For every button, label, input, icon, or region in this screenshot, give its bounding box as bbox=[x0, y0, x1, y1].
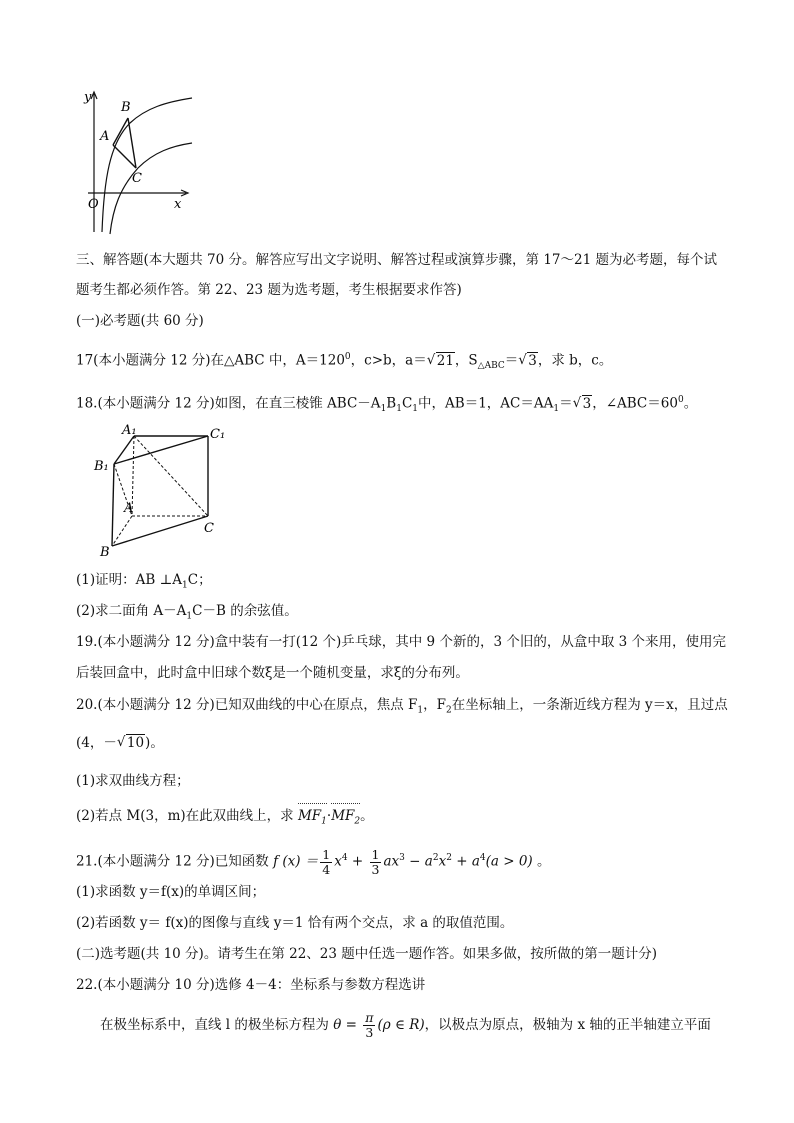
question-19-line2: 后装回盒中，此时盒中旧球个数ξ是一个随机变量，求ξ的分布列。 bbox=[76, 665, 469, 681]
fraction-1-3: $\frac{1}{3}$ bbox=[371, 846, 380, 877]
question-18: 18.(本小题满分 12 分)如图，在直三棱锥 $ABC-A_1B_1C_1$中，AB＝1，$AC=AA_1=√$ 3，$\angle ABC=60^0$。 bbox=[76, 390, 726, 419]
edge-a-b bbox=[112, 516, 132, 546]
figure-prism bbox=[84, 420, 234, 560]
label-b1: B₁ bbox=[94, 459, 109, 474]
label-a: A bbox=[100, 129, 110, 144]
question-21-part2: (2)若函数 y＝ f(x)的图像与直线 y＝1 恰有两个交点，求 a 的取值范围。 bbox=[76, 915, 514, 931]
question-22-body: 在极坐标系中，直线 l 的极坐标方程为 θ = $\frac{\pi}{3}$ (ρ ∈ R)，以极点为原点，极轴为 x 轴的正半轴建立平面 bbox=[100, 1010, 711, 1040]
sqrt-21: √ 21 bbox=[427, 351, 455, 371]
label-c1: C₁ bbox=[210, 427, 226, 442]
diagonal-a1-c bbox=[134, 436, 208, 516]
edge-b-c bbox=[112, 516, 208, 546]
question-21-part1: (1)求函数 y＝f(x)的单调区间； bbox=[76, 884, 266, 900]
question-17: 17(本小题满分 12 分)在△ABC 中，$A=120^0$，c>b，a＝√ 21，$S_{\triangle ABC}=√$ 3，求 b，c。 bbox=[76, 347, 726, 376]
edge-a1-b1 bbox=[114, 436, 134, 464]
question-20-part1: (1)求双曲线方程； bbox=[76, 773, 190, 789]
question-18-part1: (1)证明：AB $\perp A_1C$； bbox=[76, 572, 212, 591]
sqrt-10: √ 10 bbox=[117, 733, 145, 753]
label-x: x bbox=[174, 197, 182, 212]
sqrt-3-b: √ 3 bbox=[573, 394, 593, 414]
label-b-prism: B bbox=[100, 545, 110, 560]
curve-lower bbox=[110, 143, 192, 234]
figure-curves bbox=[80, 88, 200, 236]
question-20-line2: (4，－√ 10)。 bbox=[76, 733, 726, 753]
label-y: y bbox=[84, 90, 92, 105]
label-o: O bbox=[88, 197, 99, 212]
question-18-part2: (2)求二面角 $A-A_1C-B$ 的余弦值。 bbox=[76, 603, 298, 622]
question-20-line1: 20.(本小题满分 12 分)已知双曲线的中心在原点，焦点 $F_1$，$F_2$在坐标轴上，一条渐近线方程为 y＝x，且过点 bbox=[76, 697, 728, 716]
vector-mf2: $MF_2$ bbox=[331, 806, 360, 832]
edge-b1-c1 bbox=[114, 436, 208, 464]
question-20-part2: (2)若点 M(3，m)在此双曲线上，求 $MF_1\cdot MF_2$。 bbox=[76, 806, 726, 832]
vector-mf1: $MF_1$ bbox=[298, 806, 327, 832]
segment-ab bbox=[113, 118, 128, 145]
question-21: 21.(本小题满分 12 分)已知函数 f (x) ＝ $\frac{1}{4}$ $x^4$ + $\frac{1}{3}$ $ax^3 - a^2x^2 + a^4(a > 0)$ 。 bbox=[76, 846, 551, 877]
fraction-pi-3: $\frac{\pi}{3}$ bbox=[365, 1010, 374, 1040]
question-22-title: 22.(本小题满分 10 分)选修 4－4：坐标系与参数方程选讲 bbox=[76, 977, 426, 993]
required-header: (一)必考题(共 60 分) bbox=[76, 313, 204, 329]
label-a1: A₁ bbox=[122, 423, 137, 438]
label-c-prism: C bbox=[204, 521, 214, 536]
optional-header: (二)选考题(共 10 分)。请考生在第 22、23 题中任选一题作答。如果多做，按所做的第一题计分) bbox=[76, 946, 658, 962]
section3-header-line1: 三、解答题(本大题共 70 分。解答应写出文字说明、解答过程或演算步骤，第 17～21 题为必考题，每个试 bbox=[76, 252, 717, 268]
label-b: B bbox=[121, 100, 131, 115]
section3-header-line2: 题考生都必须作答。第 22、23 题为选考题，考生根据要求作答) bbox=[76, 282, 462, 298]
question-19-line1: 19.(本小题满分 12 分)盒中装有一打(12 个)乒乓球，其中 9 个新的，3 个旧的，从盒中取 3 个来用，使用完 bbox=[76, 634, 726, 650]
label-c: C bbox=[132, 171, 142, 186]
label-a-prism: A bbox=[124, 501, 134, 516]
sqrt-3: √ 3 bbox=[518, 351, 538, 371]
edge-b1-b bbox=[112, 464, 114, 546]
fraction-1-4: $\frac{1}{4}$ bbox=[322, 846, 331, 877]
